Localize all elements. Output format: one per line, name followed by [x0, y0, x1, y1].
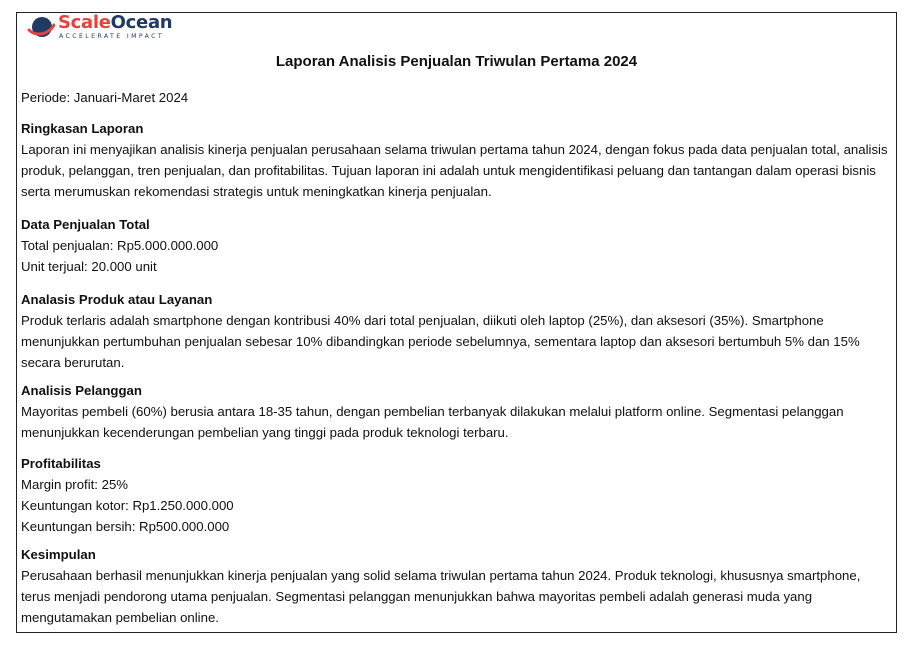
- conclusion-heading: Kesimpulan: [21, 547, 96, 562]
- logo-wordmark: [58, 11, 173, 33]
- sales-units-line: Unit terjual: 20.000 unit: [21, 259, 157, 274]
- product-heading: Analasis Produk atau Layanan: [21, 292, 213, 307]
- scaleocean-logo-icon: [27, 14, 55, 40]
- scaleocean-logo: [27, 11, 173, 40]
- report-period: Periode: Januari-Maret 2024: [21, 90, 189, 105]
- profit-margin-line: Margin profit: 25%: [21, 477, 129, 492]
- product-body: Produk terlaris adalah smartphone dengan kontribusi 40% dari total penjualan, diikuti oleh laptop (25%), dan aksesori (35%). Smartphone menunjukkan pertumbuhan penjualan sebesar 10% dibandingkan periode sebelumnya, sementara laptop dan aksesori bertumbuh 5% dan 15% secara berurutan.: [21, 313, 860, 370]
- sales-total-line: Total penjualan: Rp5.000.000.000: [21, 238, 219, 253]
- conclusion-body: Perusahaan berhasil menunjukkan kinerja penjualan yang solid selama triwulan pertama tahun 2024. Produk teknologi, khususnya smartphone, terus menjadi pendorong utama penjualan. Segmentasi pelanggan menunjukkan bahwa mayoritas pembeli adalah generasi muda yang mengutamakan pembelian online.: [21, 568, 861, 625]
- summary-heading: Ringkasan Laporan: [21, 121, 144, 136]
- profitability-heading: Profitabilitas: [21, 456, 101, 471]
- summary-body: Laporan ini menyajikan analisis kinerja penjualan perusahaan selama triwulan pertama tahun 2024, dengan fokus pada data penjualan total, analisis produk, pelanggan, tren penjualan, dan profitabilitas. Tujuan laporan ini adalah untuk mengidentifikasi peluang dan tantangan dalam operasi bisnis serta merumuskan rekomendasi strategis untuk meningkatkan kinerja penjualan.: [21, 142, 888, 199]
- logo-tagline: ACCELERATE IMPACT: [59, 32, 165, 40]
- report-title: Laporan Analisis Penjualan Triwulan Pertama 2024: [275, 53, 638, 70]
- report-content: [21, 87, 893, 628]
- customer-body: Mayoritas pembeli (60%) berusia antara 18-35 tahun, dengan pembelian terbanyak dilakukan melalui platform online. Segmentasi pelanggan menunjukkan kecenderungan pembelian yang tinggi pada produk teknologi terbaru.: [21, 404, 844, 440]
- net-profit-line: Keuntungan bersih: Rp500.000.000: [21, 519, 230, 534]
- logo-word-scale: Scale: [58, 11, 111, 33]
- gross-profit-line: Keuntungan kotor: Rp1.250.000.000: [21, 498, 234, 513]
- logo-word-ocean: Ocean: [110, 11, 173, 33]
- sales-total-heading: Data Penjualan Total: [21, 217, 150, 232]
- customer-heading: Analisis Pelanggan: [21, 383, 142, 398]
